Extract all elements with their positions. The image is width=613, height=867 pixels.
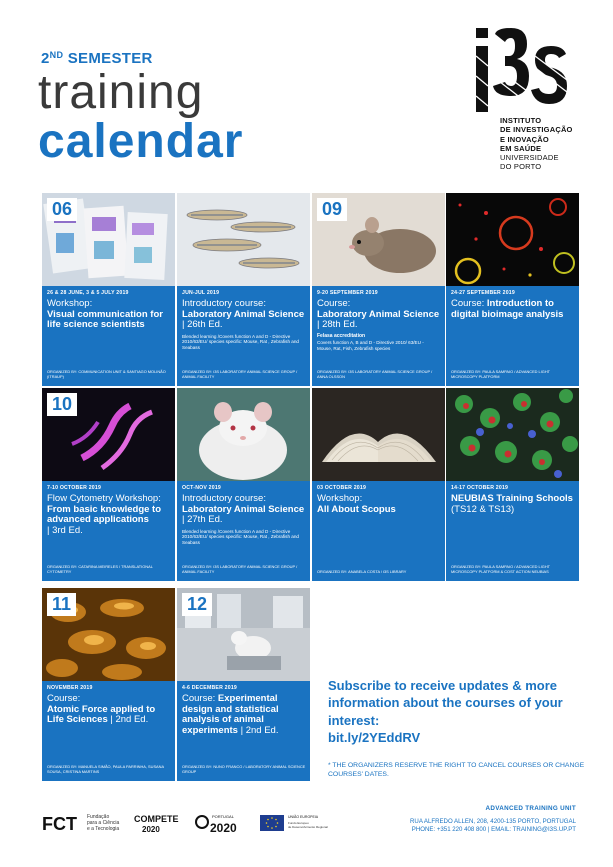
course-organizer: ORGANIZED BY: CATARINA MEIRELES / TRANSLATIONAL CYTOMETRY [47,564,153,575]
page-title-line1: training [38,66,204,119]
course-card[interactable] [42,588,175,781]
course-info [177,481,310,581]
course-title: Introductory course: Laboratory Animal Science | 27th Ed. [182,493,305,525]
disclaimer: * THE ORGANIZERS RESERVE THE RIGHT TO CANCEL COURSES OR CHANGE COURSES' DATES. [328,762,585,778]
course-card[interactable] [312,388,445,581]
course-organizer: ORGANIZED BY: ANABELA COSTA / i3S LIBRARY [317,569,407,575]
course-title: Course: Introduction to digital bioimage analysis [451,298,564,320]
portugal-2020-icon [196,816,208,828]
zebrafish-image [177,193,310,286]
course-date: 14-17 OCTOBER 2019 [451,485,509,491]
course-info [42,286,175,386]
svg-text:de Desenvolvimento Regional: de Desenvolvimento Regional [288,825,328,829]
course-organizer: ORGANIZED BY: NUNO FRANCO / LABORATORY ANIMAL SCIENCE GROUP [182,764,306,775]
contact-address: RUA ALFREDO ALLEN, 208, 4200-135 PORTO, PORTUGAL PHONE: +351 220 408 800 | EMAIL: TRAINING@I3S.UP.PT [410,818,576,833]
course-card[interactable] [177,388,310,581]
open-book-image [312,388,445,481]
course-card[interactable] [177,193,310,386]
course-title: Workshop: All About Scopus [317,493,396,515]
course-card[interactable] [42,388,175,581]
course-info [177,286,310,386]
course-date: 03 OCTOBER 2019 [317,485,367,491]
course-title: Course: Experimental design and statistical analysis of animal experiments | 2nd Ed. [182,693,279,736]
course-title: Workshop: Visual communication for life science scientists [47,298,163,330]
course-date: 26 & 28 JUNE, 3 & 5 JULY 2019 [47,290,129,296]
compete-logo-text: COMPETE [134,814,179,824]
month-badge: 10 [47,393,77,416]
training-unit-label: ADVANCED TRAINING UNIT [485,805,576,812]
course-info [312,481,445,581]
svg-text:para a Ciência: para a Ciência [87,820,120,826]
svg-text:2020: 2020 [142,825,160,834]
institute-name: INSTITUTO DE INVESTIGAÇÃO E INOVAÇÃO EM SAÚDE UNIVERSIDADE DO PORTO [500,116,573,172]
course-info [312,286,445,386]
course-date: NOVEMBER 2019 [47,685,93,691]
month-badge: 06 [47,198,77,221]
course-date: JUN-JUL 2019 [182,290,220,296]
course-description: Blended learning /Covers function A and D - Directive 2010/63/EU/ species specific: Mouse, Rat , Zebrafish and Seabass [182,333,299,350]
semester-label: 2ND SEMESTER [41,50,153,67]
course-title: NEUBIAS Training Schools (TS12 & TS13) [451,493,573,515]
month-badge: 09 [317,198,347,221]
course-organizer: ORGANIZED BY: MANUELA SIMÃO, PAULA PARRINHA, SUSANA SOUSA, CRISTINA MARTINS [47,764,164,775]
course-organizer: ORGANIZED BY: i3S LABORATORY ANIMAL SCIENCE GROUP / ANIMAL FACILITY [182,369,298,380]
course-title: Flow Cytometry Workshop: From basic knowledge to advanced applications | 3rd Ed. [47,493,162,536]
course-info [42,681,175,781]
course-date: 24-27 SEPTEMBER 2019 [451,290,515,296]
page-title-line2: calendar [38,115,244,168]
course-title: Introductory course: Laboratory Animal Science | 26th Ed. [182,298,305,330]
course-organizer: ORGANIZED BY: PAULA SAMPAIO / ADVANCED LIGHT MICROSCOPY PLATFORM & COST ACTION NEUBIAS [451,564,550,575]
course-organizer: ORGANIZED BY: PAULA SAMPAIO / ADVANCED LIGHT MICROSCOPY PLATFORM [451,369,550,380]
i3s-logo-icon [471,26,571,114]
colored-cell-tissue-image [446,388,579,481]
fct-logo-text: FCT [42,814,77,834]
course-subtitle: Felasa accreditation [317,332,366,339]
course-organizer: ORGANIZED BY: i3S LABORATORY ANIMAL SCIENCE GROUP / ANNA OLSSON [317,369,433,380]
course-organizer: ORGANIZED BY: i3S LABORATORY ANIMAL SCIENCE GROUP / ANIMAL FACILITY [182,564,298,575]
course-card[interactable] [177,588,310,781]
svg-text:PORTUGAL: PORTUGAL [212,814,234,819]
course-date: 7-10 OCTOBER 2019 [47,485,102,491]
course-title: Course: Laboratory Animal Science | 28th Ed. [317,298,440,330]
subscribe-link[interactable]: bit.ly/2YEddRV [328,729,421,745]
course-description: Blended learning /Covers function A and D - Directive 2010/63/EU/ species specific: Mouse, Rat , Zebrafish and Seabass [182,528,299,545]
course-info [446,481,579,581]
course-info [177,681,310,781]
course-date: 9-20 SEPTEMBER 2019 [317,290,378,296]
course-card[interactable] [446,388,579,581]
course-info [42,481,175,581]
white-rat-image [177,388,310,481]
course-date: OCT-NOV 2019 [182,485,222,491]
svg-text:e a Tecnologia: e a Tecnologia [87,826,120,832]
course-card[interactable] [42,193,175,386]
subscribe-text: Subscribe to receive updates & more information about the courses of your interest: bit.ly/2YEddRV [328,678,563,745]
course-card[interactable] [312,193,445,386]
fluorescent-cells-image [446,193,579,286]
course-title: Course: Atomic Force applied to Life Sciences | 2nd Ed. [47,693,156,725]
sponsor-logos [42,810,342,836]
svg-text:UNIÃO EUROPEIA: UNIÃO EUROPEIA [288,815,319,819]
course-date: 4-6 DECEMBER 2019 [182,685,238,691]
course-organizer: ORGANIZED BY: COMMUNICATION UNIT & SANTIAGO MOLINÃO (ITRAUP) [47,369,166,380]
month-badge: 12 [182,593,212,616]
contact-details[interactable]: PHONE: +351 220 408 800 | EMAIL: TRAINING@I3S.UP.PT [411,826,576,833]
course-description: Covers function A, B and D - Directive 2010/ 63/EU - Mouse, Rat, Fish, Zebrafish species [317,340,424,351]
svg-text:2020: 2020 [210,821,237,835]
course-card[interactable] [446,193,579,386]
course-info [446,286,579,386]
month-badge: 11 [47,593,76,616]
svg-text:Fundo Europeu: Fundo Europeu [288,821,309,825]
svg-text:Fundação: Fundação [87,814,110,820]
